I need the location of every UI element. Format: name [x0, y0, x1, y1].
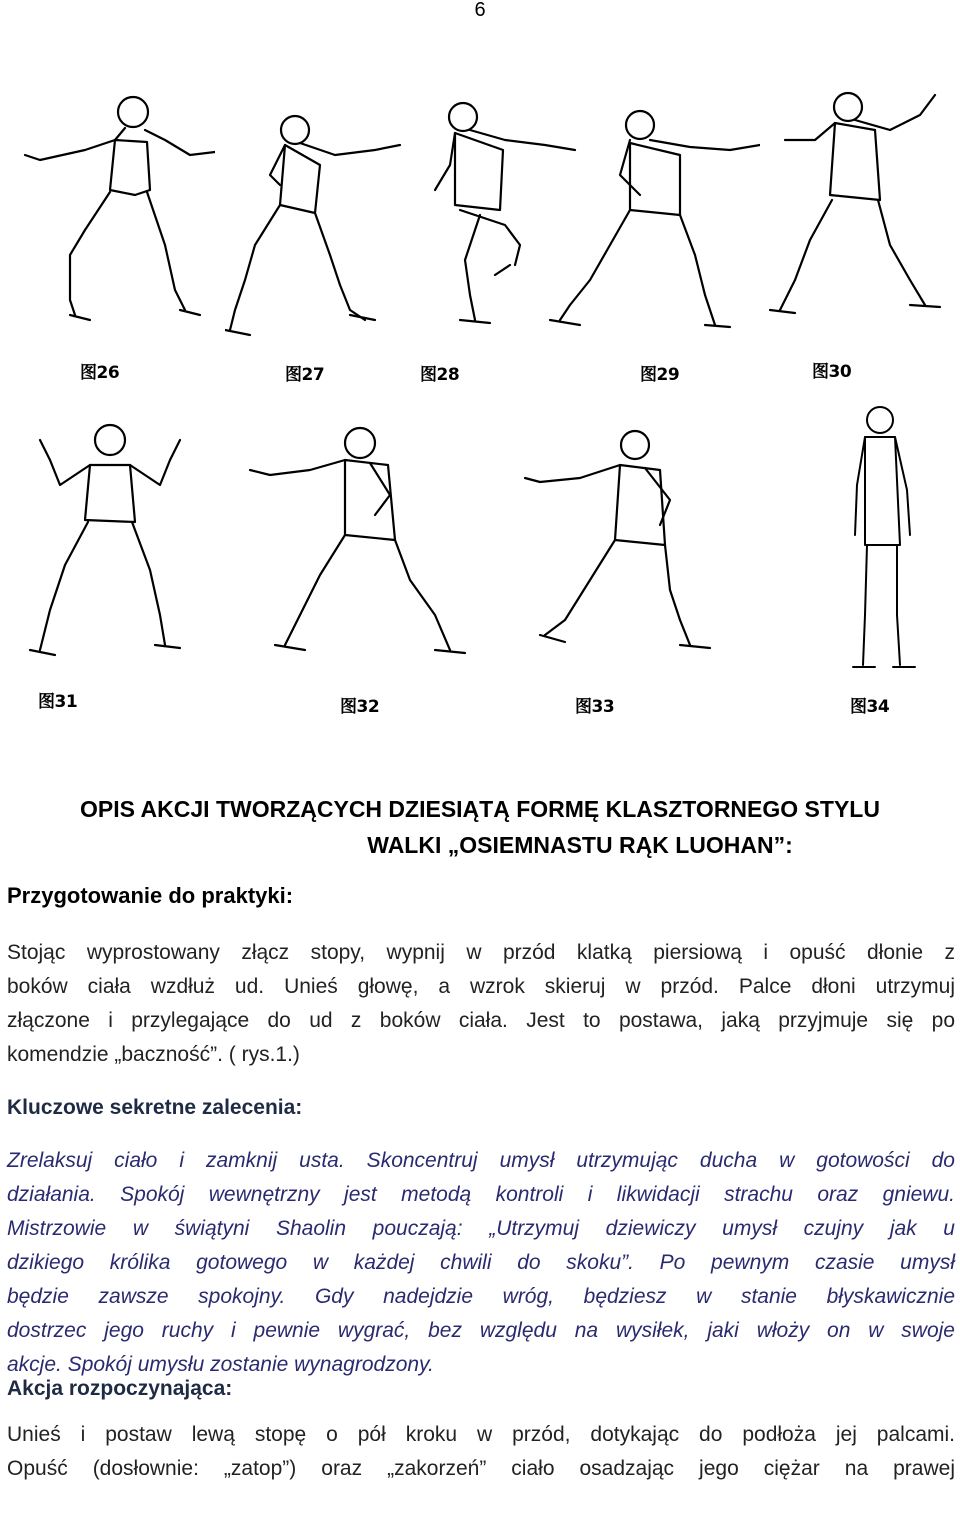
- figure-label: 图27: [285, 365, 325, 385]
- figure-34: [835, 395, 955, 715]
- paragraph-line: Stojąc wyprostowany złącz stopy, wypnij w przód klatką piersiową i opuść dłonie z: [7, 941, 955, 964]
- figure-label: 图31: [38, 692, 78, 712]
- figure-33: [520, 420, 720, 715]
- figure-30-drawing: [760, 85, 955, 340]
- opening-action-heading: Akcja rozpoczynająca:: [7, 1377, 233, 1400]
- figure-31: [10, 410, 220, 710]
- document-title-line-2: WALKI „OSIEMNASTU RĄK LUOHAN”:: [367, 832, 793, 858]
- page-number: 6: [474, 0, 486, 21]
- figure-label: 图28: [420, 365, 460, 385]
- figure-30: [760, 85, 955, 382]
- preparation-paragraph: [7, 936, 955, 1072]
- paragraph-line: dostrzec jego ruchy i pewnie wygrać, bez względu na wysiłek, jaki włoży on w swoje: [7, 1319, 955, 1342]
- figure-34-drawing: [835, 395, 955, 685]
- paragraph-line: działania. Spokój wewnętrzny jest metodą kontroli i likwidacji strachu oraz gniewu.: [7, 1183, 955, 1206]
- figure-27: [225, 105, 415, 385]
- paragraph-line: złączone i przylegające do ud z boków ciała. Jest to postawa, jaką przyjmuje się po: [7, 1009, 955, 1032]
- paragraph-line: akcje. Spokój umysłu zostanie wynagrodzony.: [7, 1353, 434, 1376]
- paragraph-line: boków ciała wzdłuż ud. Unieś głowę, a wzrok skieruj w przód. Palce dłoni utrzymuj: [7, 975, 955, 998]
- figure-32: [240, 415, 470, 715]
- figure-32-drawing: [240, 415, 470, 675]
- paragraph-line: dzikiego królika gotowego w każdej chwili do skoku”. Po pewnym czasie umysł: [7, 1251, 955, 1274]
- figure-26: [15, 80, 215, 383]
- paragraph-line: Opuść (dosłownie: „zatop”) oraz „zakorzeń” ciało osadzając jego ciężar na prawej: [7, 1457, 955, 1480]
- figure-label: 图34: [850, 697, 890, 717]
- paragraph-line: będzie zawsze spokojny. Gdy nadejdzie wróg, będziesz w stanie błyskawicznie: [7, 1285, 955, 1308]
- figure-29-drawing: [530, 105, 760, 350]
- key-secrets-paragraph: [7, 1144, 955, 1382]
- figure-27-drawing: [225, 105, 415, 350]
- paragraph-line: Zrelaksuj ciało i zamknij usta. Skoncentruj umysł utrzymując ducha w gotowości do: [7, 1149, 955, 1172]
- figure-label: 图26: [80, 363, 120, 383]
- paragraph-line: Unieś i postaw lewą stopę o pół kroku w przód, dotykając do podłoża jej palcami.: [7, 1423, 955, 1446]
- key-secrets-heading: Kluczowe sekretne zalecenia:: [7, 1096, 303, 1119]
- figure-label: 图29: [640, 365, 680, 385]
- document-title-line-1: OPIS AKCJI TWORZĄCYCH DZIESIĄTĄ FORMĘ KLASZTORNEGO STYLU: [80, 796, 880, 822]
- figure-31-drawing: [10, 410, 220, 680]
- figure-29: [530, 105, 760, 385]
- figure-26-drawing: [15, 80, 215, 340]
- figure-33-drawing: [520, 420, 720, 675]
- preparation-heading: Przygotowanie do praktyki:: [7, 883, 294, 908]
- figure-label: 图32: [340, 697, 380, 717]
- figure-label: 图30: [812, 362, 852, 382]
- paragraph-line: Mistrzowie w świątyni Shaolin pouczają: „Utrzymuj dziewiczy umysł czujny jak u: [7, 1217, 955, 1240]
- figure-label: 图33: [575, 697, 615, 717]
- opening-action-paragraph: [7, 1418, 955, 1486]
- paragraph-line: komendzie „baczność”. ( rys.1.): [7, 1043, 300, 1066]
- figure-illustrations: [0, 60, 960, 730]
